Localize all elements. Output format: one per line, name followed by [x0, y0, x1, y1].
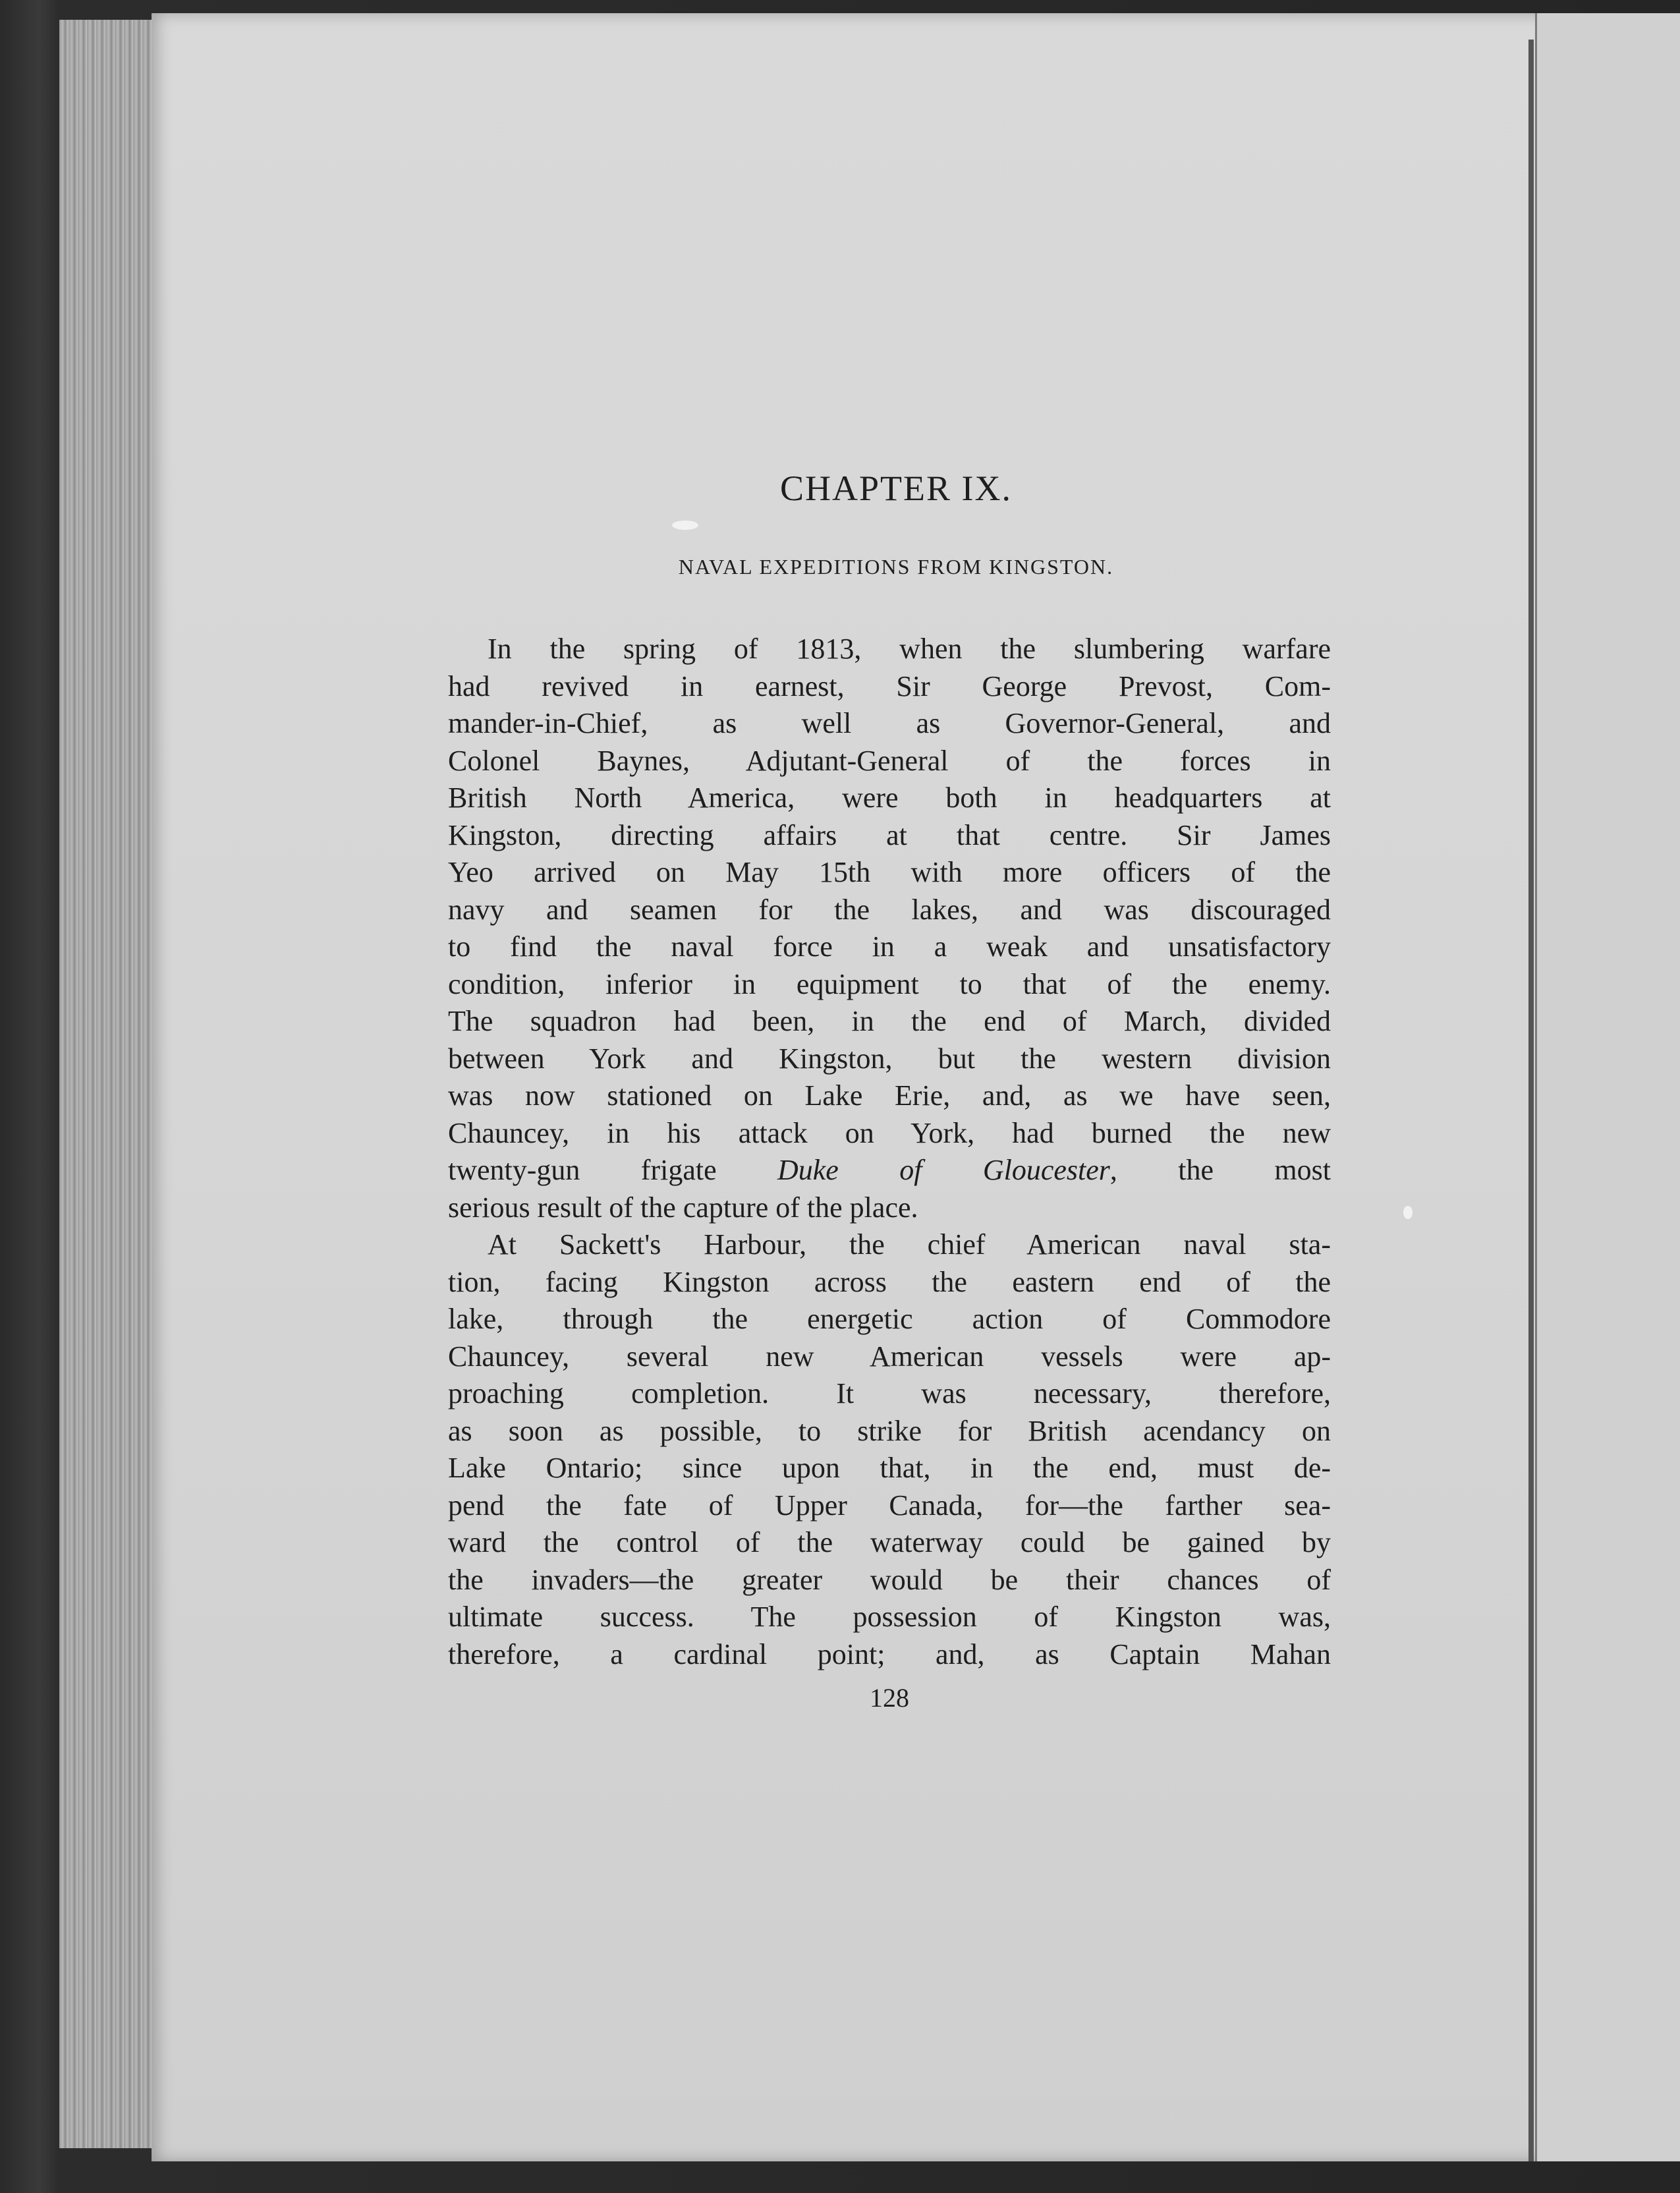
- text-line: Kingston, directing affairs at that centre. Sir James: [448, 818, 1331, 851]
- text-line: pend the fate of Upper Canada, for—the farther sea-: [448, 1489, 1331, 1522]
- text-line: Colonel Baynes, Adjutant-General of the forces in: [448, 744, 1331, 777]
- book-page-edges: [59, 20, 160, 2148]
- gutter-line: [1528, 40, 1534, 2161]
- text-line: navy and seamen for the lakes, and was discouraged: [448, 893, 1331, 926]
- text-line: had revived in earnest, Sir George Prevost, Com-: [448, 669, 1331, 702]
- paper-speck: [1403, 1206, 1413, 1219]
- text-line: mander-in-Chief, as well as Governor-General, and: [448, 707, 1331, 739]
- text-line: condition, inferior in equipment to that of the enemy.: [448, 967, 1331, 1000]
- text-line: At Sackett's Harbour, the chief American naval sta-: [488, 1228, 1331, 1261]
- text-line: British North America, were both in headquarters at: [448, 782, 1331, 814]
- text-line: was now stationed on Lake Erie, and, as we have seen,: [448, 1079, 1331, 1112]
- text-line: Lake Ontario; since upon that, in the end, must de-: [448, 1452, 1331, 1484]
- text-line: tion, facing Kingston across the eastern end of the: [448, 1265, 1331, 1298]
- chapter-title: CHAPTER IX.: [779, 469, 1012, 508]
- text-line: twenty-gun frigate Duke of Gloucester, the most: [448, 1154, 1331, 1186]
- text-line: proaching completion. It was necessary, therefore,: [448, 1377, 1331, 1410]
- text-line: lake, through the energetic action of Commodore: [448, 1303, 1331, 1335]
- text-line: the invaders—the greater would be their chances of: [448, 1563, 1331, 1596]
- text-line: ward the control of the waterway could be gained by: [448, 1526, 1331, 1558]
- text-line: between York and Kingston, but the western division: [448, 1042, 1331, 1075]
- text-line: therefore, a cardinal point; and, as Captain Mahan: [448, 1638, 1331, 1670]
- text-line: Chauncey, in his attack on York, had burned the new: [448, 1116, 1331, 1149]
- text-line: The squadron had been, in the end of March, divided: [448, 1005, 1331, 1037]
- paragraph-2: [448, 1226, 1331, 1673]
- page-text: [448, 468, 1331, 1713]
- text-line: Yeo arrived on May 15th with more officers of the: [448, 856, 1331, 888]
- text-line: serious result of the capture of the place.: [448, 1191, 918, 1224]
- text-line: ultimate success. The possession of Kingston was,: [448, 1601, 1331, 1633]
- page-number: 128: [870, 1683, 909, 1713]
- chapter-subtitle: NAVAL EXPEDITIONS FROM KINGSTON.: [678, 555, 1114, 579]
- text-line: Chauncey, several new American vessels were ap-: [448, 1340, 1331, 1373]
- ship-name: Duke of Gloucester: [777, 1154, 1110, 1186]
- text-line: to find the naval force in a weak and unsatisfactory: [448, 930, 1331, 963]
- text-line: In the spring of 1813, when the slumbering warfare: [488, 633, 1331, 665]
- text-line: as soon as possible, to strike for British acendancy on: [448, 1414, 1331, 1447]
- facing-page-edge: [1535, 13, 1680, 2161]
- paragraph-1: [448, 631, 1331, 1226]
